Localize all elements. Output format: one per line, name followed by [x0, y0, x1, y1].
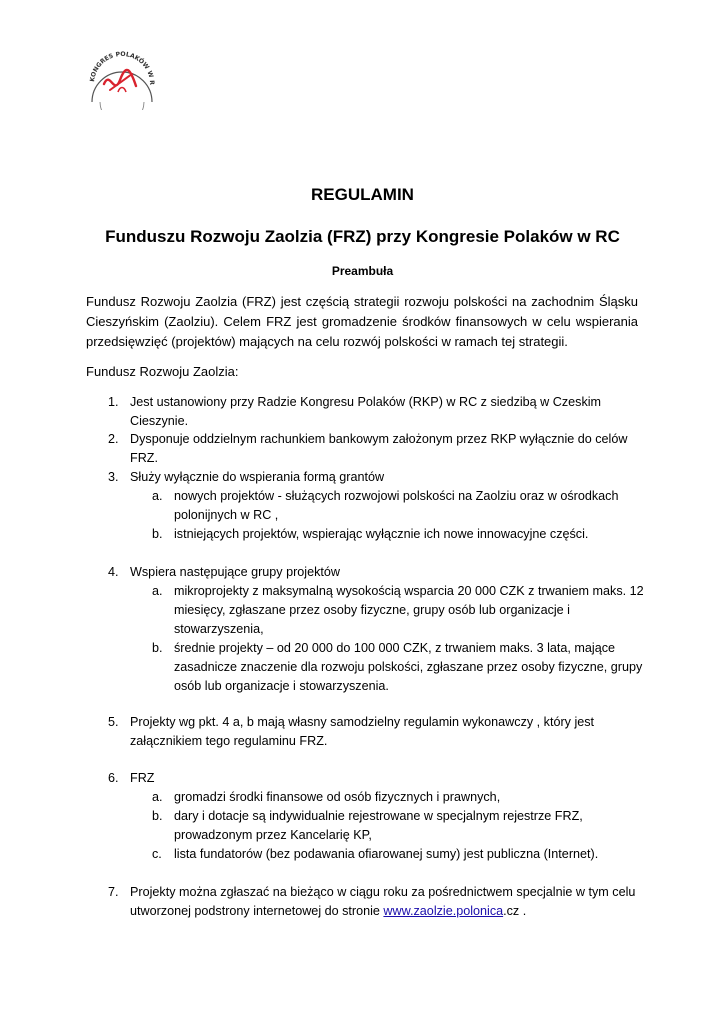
- list-item-text: FRZ: [130, 771, 155, 785]
- list-item-text: Jest ustanowiony przy Radzie Kongresu Polaków (RKP) w RC z siedzibą w Czeskim Cieszynie.: [130, 395, 602, 428]
- sub-item-text: gromadzi środki finansowe od osób fizycznych i prawnych,: [174, 790, 501, 804]
- sub-item-text: nowych projektów - służących rozwojowi polskości na Zaolziu oraz w ośrodkach polonijnych w RC ,: [174, 489, 619, 522]
- sub-item-6c: [152, 845, 648, 864]
- list-item-text: Dysponuje oddzielnym rachunkiem bankowym założonym przez RKP wyłącznie do celów FRZ.: [130, 432, 628, 465]
- list-item-number: 1.: [108, 395, 119, 409]
- sub-item-text: dary i dotacje są indywidualnie rejestrowane w specjalnym rejestrze FRZ, prowadzonym przez Kancelarię KP,: [174, 809, 583, 842]
- preamble-paragraph: Fundusz Rozwoju Zaolzia (FRZ) jest częścią strategii rozwoju polskości na zachodnim Śląsku Cieszyńskim (Zaolziu). Celem FRZ jest gromadzenie środków finansowych w celu wspierania przedsięwzięć (projektów) mających na celu rozwój polskości w ramach tej strategii.: [86, 294, 638, 349]
- list-item-4: [108, 563, 648, 696]
- sub-item-3b: [152, 525, 648, 544]
- list-item-text: [130, 883, 648, 921]
- list-item-text-before-link: Projekty można zgłaszać na bieżąco w ciągu roku za pośrednictwem specjalnie w tym celu utworzonej podstrony internetowej do stronie: [130, 885, 636, 918]
- list-item-1: [108, 393, 648, 431]
- logo-emblem-icon: [80, 44, 164, 110]
- sub-item-letter: b.: [152, 527, 163, 541]
- sub-item-letter: c.: [152, 847, 162, 861]
- list-item-text: Wspiera następujące grupy projektów: [130, 565, 341, 579]
- sub-item-letter: b.: [152, 641, 163, 655]
- list-item-text: Służy wyłącznie do wspierania formą grantów: [130, 470, 385, 484]
- sub-item-4b: [152, 639, 648, 696]
- svg-text:KONGRES POLAKÓW W RC: KONGRES POLAKÓW W R: [89, 50, 156, 86]
- list-item-2: [108, 430, 648, 468]
- list-item-6: [108, 769, 648, 864]
- sub-item-6a: [152, 788, 648, 807]
- list-item-text: Projekty wg pkt. 4 a, b mają własny samodzielny regulamin wykonawczy , który jest załącznikiem tego regulaminu FRZ.: [130, 715, 595, 748]
- preamble-heading: Preambuła: [331, 264, 394, 278]
- list-intro: Fundusz Rozwoju Zaolzia:: [86, 364, 239, 379]
- sub-item-3a: [152, 487, 648, 525]
- list-item-number: 3.: [108, 470, 119, 484]
- document-subtitle: Funduszu Rozwoju Zaolzia (FRZ) przy Kongresie Polaków w RC: [105, 227, 620, 246]
- list-item-number: 6.: [108, 771, 119, 785]
- sub-item-text: istniejących projektów, wspierając wyłącznie ich nowe innowacyjne części.: [174, 527, 589, 541]
- list-item-7: [108, 883, 648, 921]
- website-link[interactable]: www.zaolzie.polonica: [383, 904, 504, 918]
- document-title: REGULAMIN: [311, 185, 414, 204]
- list-item-5: [108, 713, 648, 751]
- sub-item-6b: [152, 807, 648, 845]
- sub-item-letter: a.: [152, 584, 163, 598]
- list-item-number: 7.: [108, 885, 119, 899]
- sub-item-letter: a.: [152, 790, 163, 804]
- list-item-number: 4.: [108, 565, 119, 579]
- sub-item-text: lista fundatorów (bez podawania ofiarowanej sumy) jest publiczna (Internet).: [174, 847, 599, 861]
- list-item-number: 2.: [108, 432, 119, 446]
- list-item-number: 5.: [108, 715, 119, 729]
- list-item-3: [108, 468, 648, 544]
- sub-item-letter: a.: [152, 489, 163, 503]
- organization-logo: [80, 44, 164, 110]
- list-item-text-after-link: .cz .: [503, 904, 527, 918]
- sub-item-4a: [152, 582, 648, 639]
- sub-item-text: mikroprojekty z maksymalną wysokością wsparcia 20 000 CZK z trwaniem maks. 12 miesięcy, zgłaszane przez osoby fizyczne, grupy osób lub organizacje i stowarzyszenia,: [174, 584, 644, 636]
- sub-item-letter: b.: [152, 809, 163, 823]
- sub-item-text: średnie projekty – od 20 000 do 100 000 CZK, z trwaniem maks. 3 lata, mające zasadnicze znaczenie dla rozwoju polskości, zgłaszane przez osoby fizyczne, grupy osób lub organizacje i stowarzyszenia.: [174, 641, 643, 693]
